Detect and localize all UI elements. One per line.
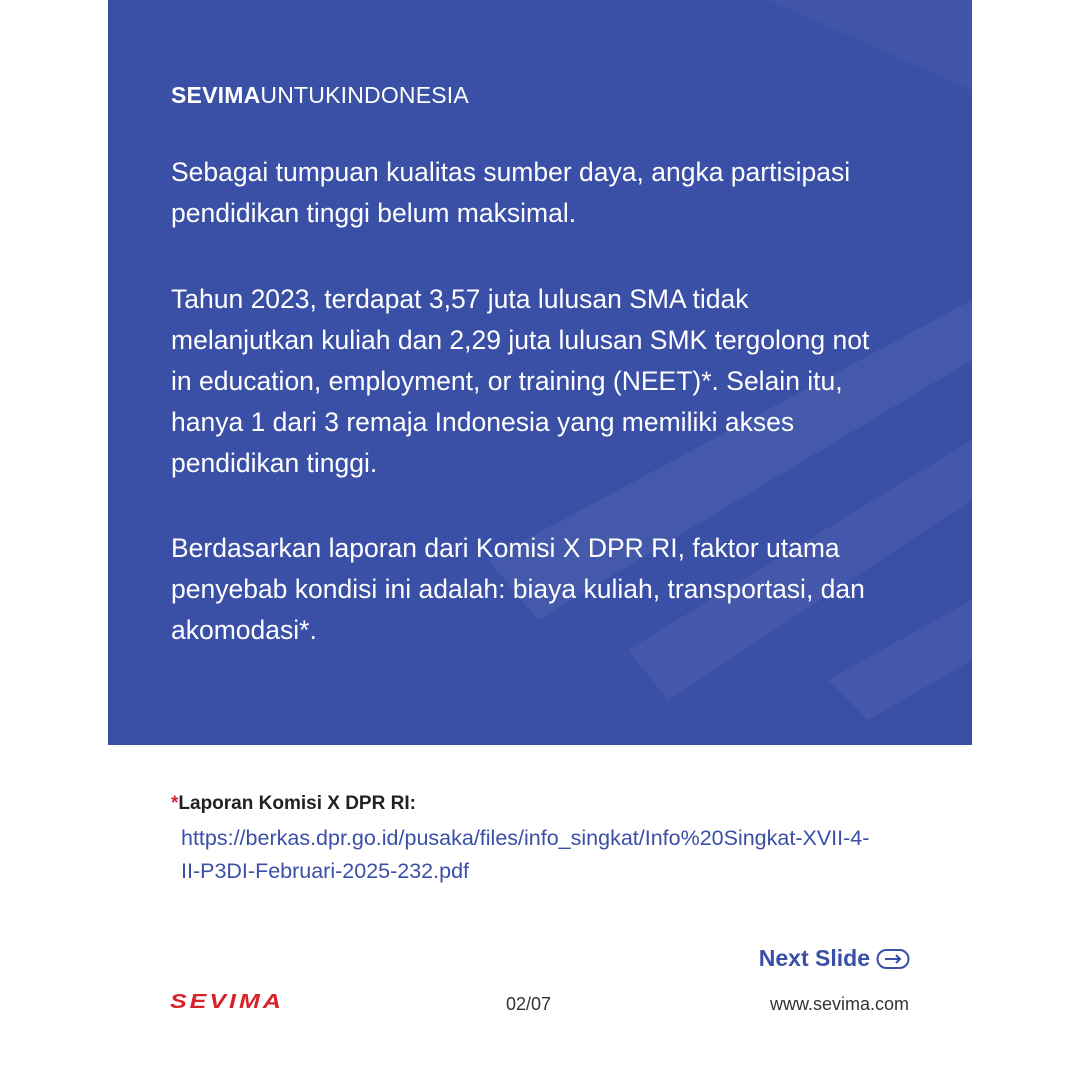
paragraph-intro: Sebagai tumpuan kualitas sumber daya, angka partisipasi pendidikan tinggi belum maksimal. <box>171 157 851 228</box>
page-indicator: 02/07 <box>506 994 552 1014</box>
sevima-logo: SEVIMA <box>170 990 284 1013</box>
next-slide-label: Next Slide <box>758 945 870 971</box>
hashtag-heading: SEVIMAUNTUKINDONESIA <box>171 82 469 108</box>
content-panel <box>108 0 972 745</box>
paragraph-factors: Berdasarkan laporan dari Komisi X DPR RI, faktor utama penyebab kondisi ini adalah: biaya kuliah, transportasi, dan akomodasi*. <box>171 533 865 645</box>
website-link[interactable]: www.sevima.com <box>769 994 909 1014</box>
reference-title: *Laporan Komisi X DPR RI: <box>171 793 416 814</box>
paragraph-statistics: Tahun 2023, terdapat 3,57 juta lulusan SMA tidak melanjutkan kuliah dan 2,29 juta lulusan SMK tergolong not in education, employment, or training (NEET)*. Selain itu, hanya 1 dari 3 remaja Indonesia yang memiliki akses pendidikan tinggi. <box>171 284 870 478</box>
reference-link[interactable]: https://berkas.dpr.go.id/pusaka/files/info_singkat/Info%20Singkat-XVII-4-II-P3DI-Februari-2025-232.pdf <box>181 826 870 883</box>
arrow-right-icon <box>876 948 910 970</box>
next-slide-button[interactable] <box>759 945 910 972</box>
